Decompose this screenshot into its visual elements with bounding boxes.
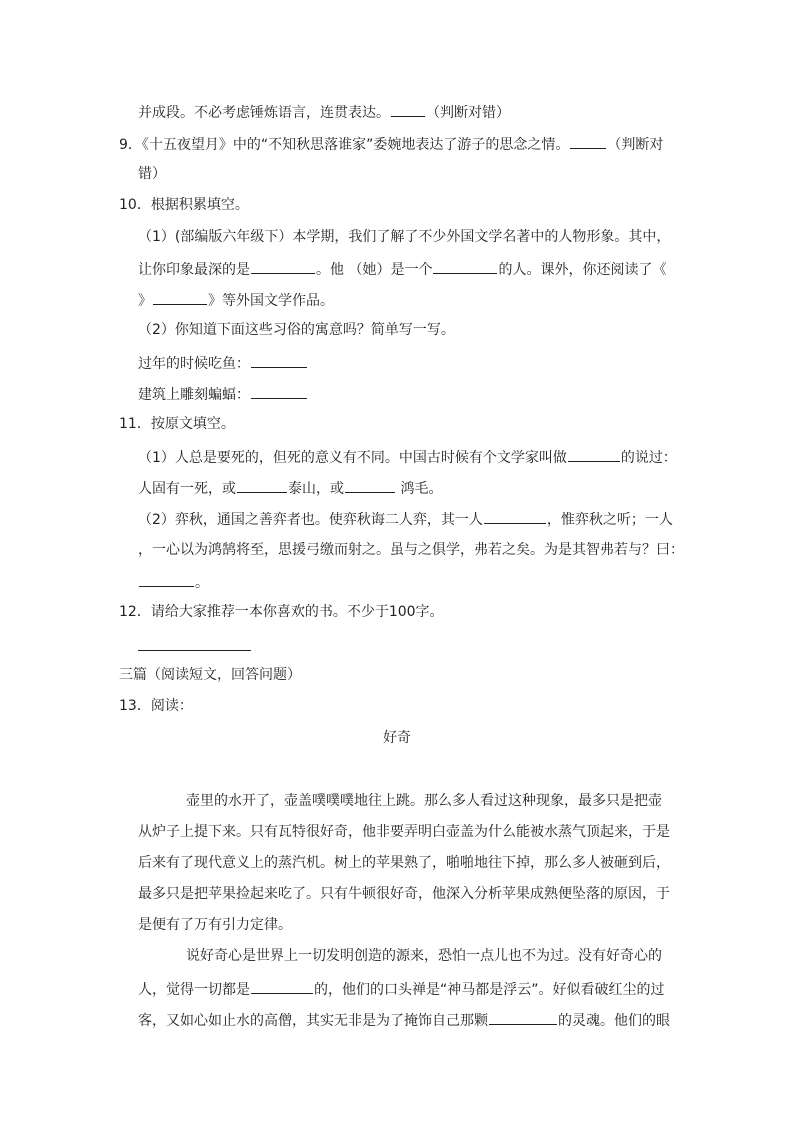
q11-blank-heavy[interactable] (237, 477, 287, 493)
section3-heading: 三篇（阅读短文，回答问题） (119, 667, 301, 683)
passage-line: 是便有了万有引力定律。 (138, 917, 292, 933)
q10-text: 》等外国文学作品。 (208, 293, 334, 309)
q11-title: 11．按原文填空。 (119, 416, 235, 432)
q10-text: 的人。课外，你还阅读了《 (498, 262, 667, 278)
q9-answer-blank[interactable] (570, 133, 606, 149)
q8-line (138, 101, 510, 123)
q9-suffix: （判断对 (607, 137, 664, 153)
q11-blank-answer[interactable] (139, 571, 194, 587)
q9-tail: 错） (138, 166, 166, 182)
q11-text: （2）弈秋，通国之善弈者也。使弈秋诲二人弈，其一人 (138, 512, 483, 528)
q11-p1-line2 (138, 477, 442, 499)
passage-line: 从炉子上提下来。只有瓦特很好奇，他非要弄明白壶盖为什么能被水蒸气顶起来，于是 (138, 824, 670, 840)
q9-line (119, 133, 663, 155)
q11-p1-line1 (138, 446, 677, 468)
passage-line: 壶里的水开了，壶盖噗噗噗地往上跳。那么多人看过这种现象，最多只是把壶 (186, 793, 662, 809)
q8-answer-blank[interactable] (391, 101, 425, 117)
passage-text: 的，他们的口头禅是“神马都是浮云”。好似看破红尘的过 (314, 982, 665, 998)
q11-p2-line2: ，一心以为鸿鹄将至，思援弓缴而射之。虽与之俱学，弗若之矣。为是其智弗若与？曰： (138, 542, 684, 558)
q10-blank-bat[interactable] (251, 383, 307, 399)
q10-p2-fish (138, 352, 308, 374)
q11-text: 泰山，或 (288, 481, 344, 497)
q10-text: 建筑上雕刻蝙蝠： (138, 387, 250, 403)
q11-blank-light[interactable] (345, 477, 395, 493)
q8-suffix: （判断对错） (426, 105, 510, 121)
q10-text: 过年的时候吃鱼： (138, 356, 250, 372)
q10-p2: （2）你知道下面这些习俗的寓意吗？简单写一写。 (138, 322, 455, 338)
q13-blank-2[interactable] (489, 1009, 557, 1025)
passage-title: 好奇 (383, 730, 411, 746)
passage-line: 最多只是把苹果捡起来吃了。只有牛顿很好奇，他深入分析苹果成熟便坠落的原因，于 (138, 886, 670, 902)
passage-line: 说好奇心是世界上一切发明创造的源来，恐怕一点儿也不为过。没有好奇心的 (186, 948, 662, 964)
q11-text: 。 (195, 575, 209, 591)
q10-blank-character[interactable] (251, 258, 315, 274)
q10-text: 让你印象最深的是 (138, 262, 250, 278)
q11-p2-line1 (138, 508, 673, 530)
q11-text: 鸿毛。 (396, 481, 443, 497)
q9-text: 9．《十五夜望月》中的“不知秋思落谁家”委婉地表达了游子的思念之情。 (119, 137, 570, 153)
passage-line (138, 1009, 670, 1031)
q10-blank-trait[interactable] (433, 258, 497, 274)
q10-blank-book[interactable] (153, 289, 207, 305)
passage-text: 客，又如心如止水的高僧，其实无非是为了掩饰自己那颗 (138, 1013, 488, 1029)
q10-text: 》 (138, 293, 152, 309)
q13-title: 13．阅读： (119, 698, 193, 714)
passage-line: 后来有了现代意义上的蒸汽机。树上的苹果熟了，啪啪地往下掉，那么多人被砸到后， (138, 855, 670, 871)
q10-p2-bat (138, 383, 308, 405)
passage-text: 的灵魂。他们的眼 (558, 1013, 670, 1029)
q11-blank-author[interactable] (568, 446, 620, 462)
passage-line (138, 978, 665, 1000)
q11-blank-focus[interactable] (484, 508, 546, 524)
q11-text: 的说过： (620, 450, 677, 466)
q13-blank-1[interactable] (251, 978, 313, 994)
q10-text: 。他 （她）是一个 (316, 262, 433, 278)
passage-text: 人，觉得一切都是 (138, 982, 250, 998)
q12-title: 12．请给大家推荐一本你喜欢的书。不少于100字。 (119, 604, 444, 620)
q10-blank-fish[interactable] (251, 352, 307, 368)
q10-p1-line3 (138, 289, 334, 311)
q10-p1-line1: （1）(部编版六年级下）本学期，我们了解了不少外国文学名著中的人物形象。其中， (138, 229, 671, 245)
q11-text: （1）人总是要死的，但死的意义有不同。中国古时候有个文学家叫做 (138, 450, 567, 466)
q12-answer-line[interactable] (138, 650, 251, 651)
q11-text: ，惟弈秋之听；一人 (546, 512, 673, 528)
q11-p2-line3 (138, 571, 209, 593)
q8-text: 并成段。不必考虑锤炼语言，连贯表达。 (138, 105, 390, 121)
q11-text: 人固有一死，或 (138, 481, 236, 497)
q10-p1-line2 (138, 258, 666, 280)
q10-title: 10．根据积累填空。 (119, 197, 249, 213)
